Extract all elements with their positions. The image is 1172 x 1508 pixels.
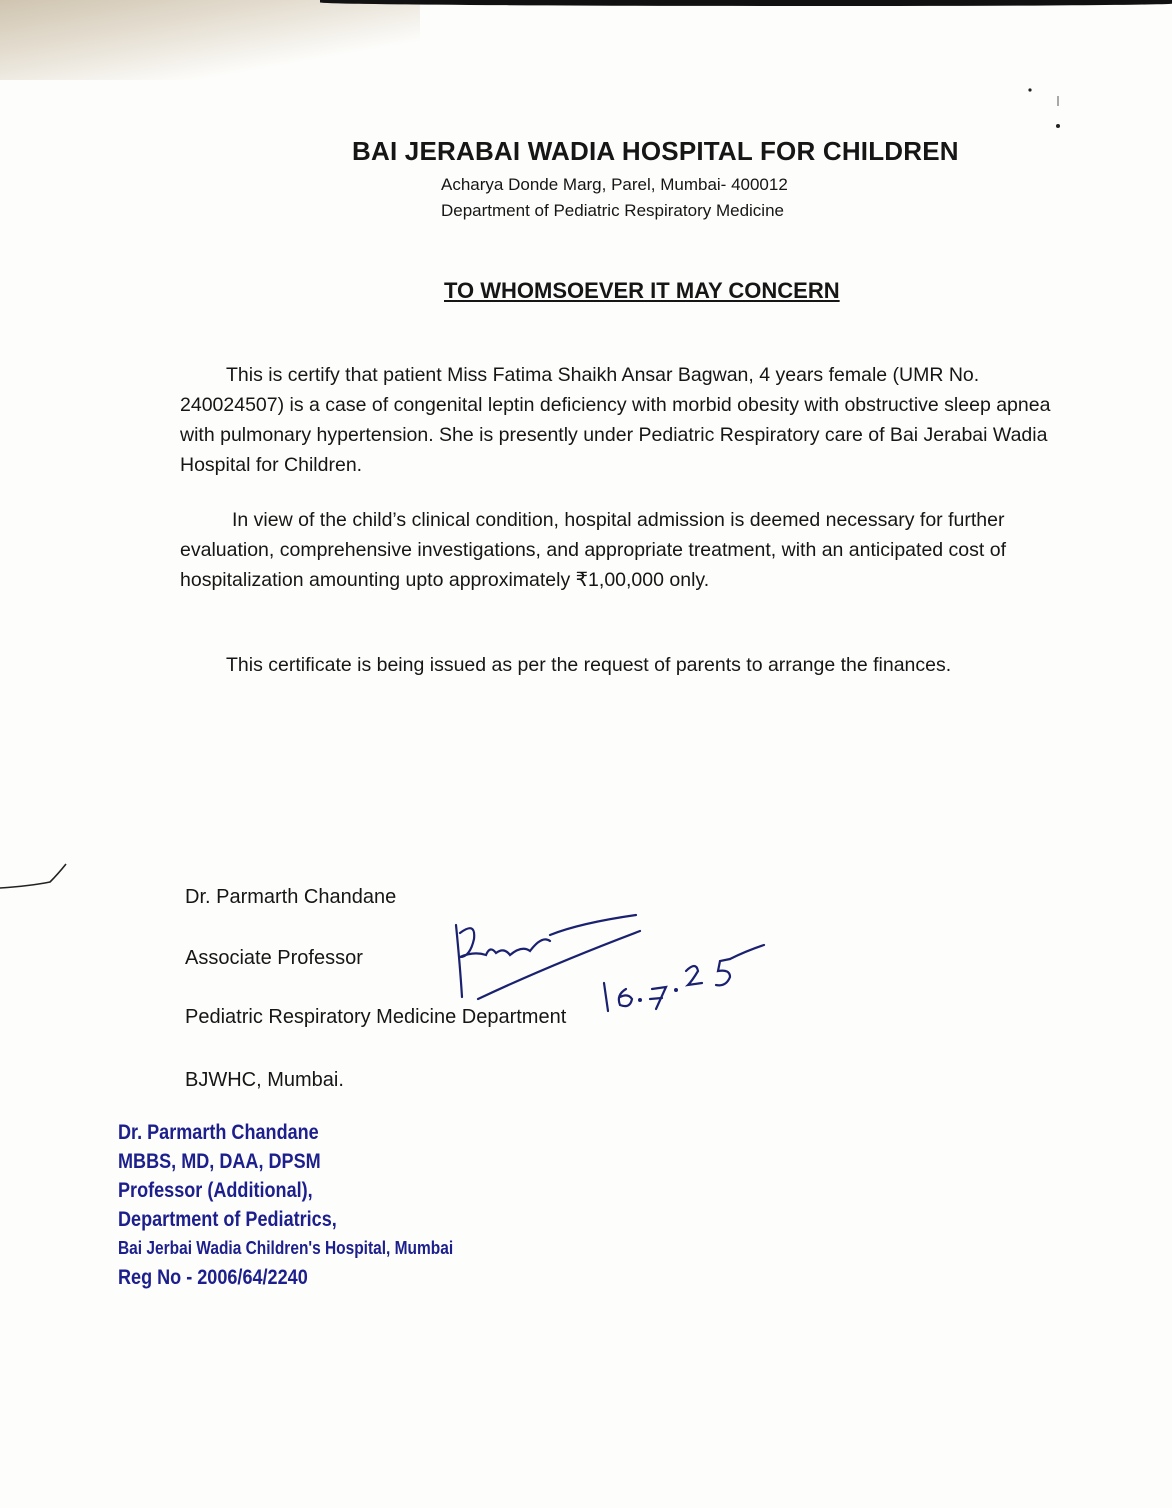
handwritten-signature-icon (430, 905, 790, 1015)
stamp-line: MBBS, MD, DAA, DPSM (118, 1150, 321, 1173)
hospital-address-block (441, 172, 788, 224)
stamp-line: Bai Jerbai Wadia Children's Hospital, Mumbai (118, 1238, 454, 1258)
signatory-name: Dr. Parmarth Chandane (185, 886, 397, 908)
hospital-department: Department of Pediatric Respiratory Medicine (441, 201, 784, 220)
paper-shadow (0, 0, 420, 80)
signatory-institution: BJWHC, Mumbai. (185, 1069, 344, 1091)
body-paragraph-2 (180, 505, 1060, 595)
stamp-line: Department of Pediatrics, (118, 1208, 337, 1231)
body-paragraph-1 (180, 360, 1060, 480)
signatory-department: Pediatric Respiratory Medicine Department (185, 1006, 567, 1028)
paragraph-text: This certificate is being issued as per the request of parents to arrange the finances. (226, 654, 952, 676)
letter-subject: TO WHOMSOEVER IT MAY CONCERN (444, 278, 840, 303)
body-paragraph-3 (180, 650, 1060, 680)
stamp-line: Professor (Additional), (118, 1179, 313, 1202)
scan-specks-icon (1020, 80, 1070, 140)
hospital-name: BAI JERABAI WADIA HOSPITAL FOR CHILDREN (352, 136, 959, 166)
paragraph-text: In view of the child’s clinical condition, hospital admission is deemed necessary for further evaluation, comprehensive investigations, and appropriate treatment, with an anticipated cost of hospitalization amounting upto approximately ₹1,00,000 only. (180, 509, 1006, 591)
scan-mark-icon (0, 860, 70, 900)
signatory-designation: Associate Professor (185, 947, 363, 969)
doctor-stamp (118, 1118, 453, 1292)
scan-edge (320, 0, 1172, 6)
stamp-line: Dr. Parmarth Chandane (118, 1121, 319, 1144)
hospital-address: Acharya Donde Marg, Parel, Mumbai- 400012 (441, 175, 788, 194)
stamp-line: Reg No - 2006/64/2240 (118, 1266, 308, 1289)
paragraph-text: This is certify that patient Miss Fatima Shaikh Ansar Bagwan, 4 years female (UMR No. 240024507) is a case of congenital leptin deficiency with morbid obesity with obstructive sleep apnea with pulmonary hypertension. She is presently under Pediatric Respiratory care of Bai Jerabai Wadia Hospital for Children. (180, 364, 1051, 476)
